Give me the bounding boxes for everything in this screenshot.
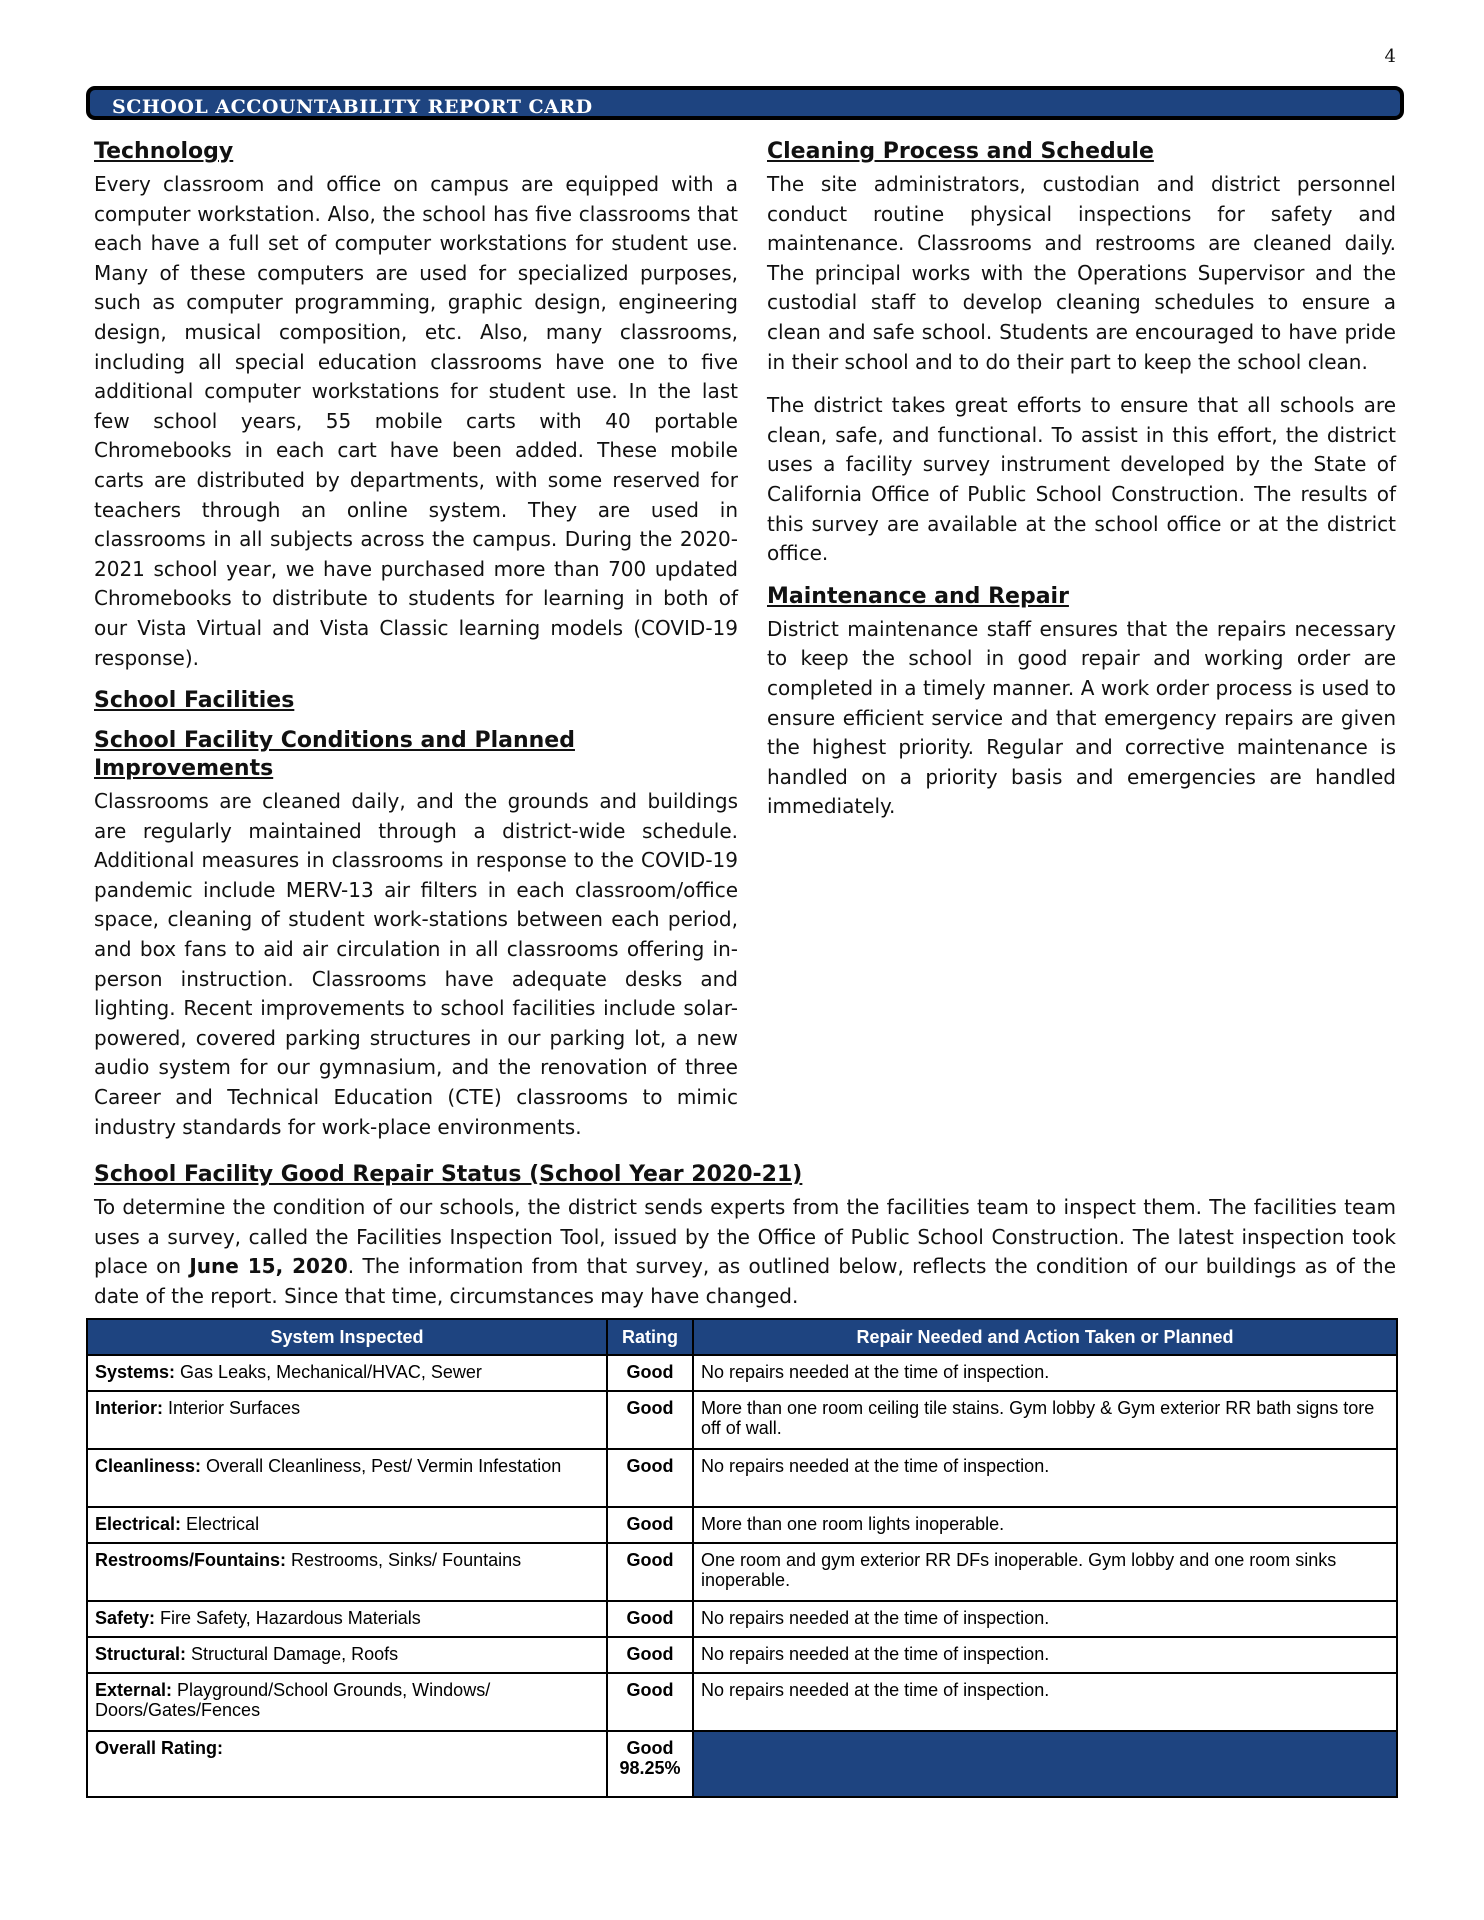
overall-rating-row: [87, 1731, 1397, 1797]
category-label: Cleanliness:: [95, 1456, 202, 1476]
technology-text: Every classroom and office on campus are equipped with a computer workstation. Also, the school has five classrooms that each have a full set of computer workstations for student use. Many of these computers are used for specialized purposes, such as computer programming, graphic design, engineering design, musical composition, etc. Also, many classrooms, including all special education classrooms have one to five additional computer workstations for student use. In the last few school years, 55 mobile carts with 40 portable Chromebooks in each cart have been added. These mobile carts are distributed by departments, with some reserved for teachers through an online system. They are used in classrooms in all subjects across the campus. During the 2020-2021 school year, we have purchased more than 700 updated Chromebooks to distribute to students for learning in both of our Vista Virtual and Vista Classic learning models (COVID-19 response).: [94, 172, 738, 670]
facility-conditions-heading: School Facility Conditions and Planned Improvements: [94, 728, 575, 782]
system-cell: [87, 1355, 607, 1391]
action-cell: No repairs needed at the time of inspection.: [693, 1601, 1397, 1637]
category-items: Playground/School Grounds, Windows/ Doors/Gates/Fences: [95, 1680, 491, 1720]
cleaning-text-2: The district takes great efforts to ensure that all schools are clean, safe, and functional. To assist in this effort, the district uses a facility survey instrument developed by the State of California Office of Public School Construction. The results of this survey are available at the school office or at the district office.: [767, 393, 1396, 566]
table-row: [87, 1601, 1397, 1637]
table-row: [87, 1637, 1397, 1673]
category-label: Electrical:: [95, 1514, 182, 1534]
overall-percent: 98.25%: [619, 1758, 681, 1778]
rating-cell: Good: [607, 1355, 693, 1391]
intro-text-before: To determine the condition of our schools, the district sends experts from the facilities team to inspect them. The facilities team uses a survey, called the Facilities Inspection Tool, issued by the Office of Public School Construction. The latest inspection took place on: [94, 1195, 1396, 1279]
table-row: [87, 1391, 1397, 1449]
rating-cell: Good: [607, 1449, 693, 1507]
intro-text-after: . The information from that survey, as outlined below, reflects the condition of our buildings as of the date of the report. Since that time, circumstances may have changed.: [94, 1254, 1396, 1308]
system-cell: [87, 1601, 607, 1637]
maintenance-heading: Maintenance and Repair: [767, 583, 1069, 609]
overall-rating: Good: [626, 1738, 674, 1758]
category-items: Restrooms, Sinks/ Fountains: [286, 1550, 522, 1570]
action-cell: No repairs needed at the time of inspection.: [693, 1673, 1397, 1731]
category-label: Systems:: [95, 1362, 176, 1382]
school-facilities-heading: School Facilities: [94, 688, 295, 714]
table-row: [87, 1543, 1397, 1601]
system-cell: [87, 1637, 607, 1673]
page-number: 4: [1384, 46, 1396, 67]
system-cell: [87, 1673, 607, 1731]
category-items: Electrical: [181, 1514, 260, 1534]
action-cell: One room and gym exterior RR DFs inoperable. Gym lobby and one room sinks inoperable.: [693, 1543, 1397, 1601]
system-cell: [87, 1391, 607, 1449]
left-column: [94, 138, 738, 1156]
inspection-date: June 15, 2020: [189, 1254, 348, 1279]
category-label: Restrooms/Fountains:: [95, 1550, 287, 1570]
rating-cell: Good: [607, 1391, 693, 1449]
action-cell: No repairs needed at the time of inspection.: [693, 1637, 1397, 1673]
action-cell: No repairs needed at the time of inspection.: [693, 1449, 1397, 1507]
table-row: [87, 1355, 1397, 1391]
repair-status-heading: School Facility Good Repair Status (School Year 2020-21): [94, 1162, 803, 1187]
system-cell: [87, 1449, 607, 1507]
rating-cell: Good: [607, 1507, 693, 1543]
category-label: Structural:: [95, 1644, 187, 1664]
category-label: External:: [95, 1680, 173, 1700]
category-items: Interior Surfaces: [163, 1398, 301, 1418]
category-items: Gas Leaks, Mechanical/HVAC, Sewer: [175, 1362, 482, 1382]
category-label: Interior:: [95, 1398, 164, 1418]
category-items: Structural Damage, Roofs: [186, 1644, 399, 1664]
category-items: Fire Safety, Hazardous Materials: [155, 1608, 421, 1628]
table-row: [87, 1449, 1397, 1507]
action-cell: No repairs needed at the time of inspection.: [693, 1355, 1397, 1391]
system-cell: [87, 1543, 607, 1601]
system-cell: [87, 1507, 607, 1543]
table-row: [87, 1673, 1397, 1731]
action-cell: More than one room ceiling tile stains. Gym lobby & Gym exterior RR bath signs tore off of wall.: [693, 1391, 1397, 1449]
header-action: Repair Needed and Action Taken or Planned: [693, 1319, 1397, 1355]
right-column: [767, 138, 1396, 836]
maintenance-text: District maintenance staff ensures that the repairs necessary to keep the school in good repair and working order are completed in a timely manner. A work order process is used to ensure efficient service and that emergency repairs are given the highest priority. Regular and corrective maintenance is handled on a priority basis and emergencies are handled immediately.: [767, 616, 1396, 819]
overall-label-cell: [87, 1731, 607, 1797]
overall-label: Overall Rating:: [95, 1738, 224, 1758]
rating-cell: Good: [607, 1543, 693, 1601]
table-row: [87, 1507, 1397, 1543]
rating-cell: Good: [607, 1601, 693, 1637]
banner-title: SCHOOL ACCOUNTABILITY REPORT CARD: [112, 96, 593, 118]
category-label: Safety:: [95, 1608, 156, 1628]
rating-cell: Good: [607, 1673, 693, 1731]
repair-status-section: [94, 1161, 1396, 1311]
table-header-row: [87, 1319, 1397, 1355]
cleaning-text-1: The site administrators, custodian and district personnel conduct routine physical inspections for safety and maintenance. Classrooms and restrooms are cleaned daily. The principal works with the Operations Supervisor and the custodial staff to develop cleaning schedules to ensure a clean and safe school. Students are encouraged to have pride in their school and to do their part to keep the school clean.: [767, 172, 1396, 374]
report-banner: [86, 86, 1404, 120]
technology-heading: Technology: [94, 139, 234, 164]
rating-cell: Good: [607, 1637, 693, 1673]
facility-conditions-text: Classrooms are cleaned daily, and the grounds and buildings are regularly maintained through a district-wide schedule. Additional measures in classrooms in response to the COVID-19 pandemic include MERV-13 air filters in each classroom/office space, cleaning of student work-stations between each period, and box fans to aid air circulation in all classrooms offering in-person instruction. Classrooms have adequate desks and lighting. Recent improvements to school facilities include solar-powered, covered parking structures in our parking lot, a new audio system for our gymnasium, and the renovation of three Career and Technical Education (CTE) classrooms to mimic industry standards for work-place environments.: [94, 789, 738, 1139]
overall-rating-cell: [607, 1731, 693, 1797]
repair-status-table: [86, 1318, 1398, 1798]
header-system: System Inspected: [87, 1319, 607, 1355]
cleaning-heading: Cleaning Process and Schedule: [767, 139, 1154, 164]
header-rating: Rating: [607, 1319, 693, 1355]
overall-action-cell: [693, 1731, 1397, 1797]
repair-status-intro: [94, 1193, 1396, 1311]
category-items: Overall Cleanliness, Pest/ Vermin Infestation: [201, 1456, 562, 1476]
action-cell: More than one room lights inoperable.: [693, 1507, 1397, 1543]
